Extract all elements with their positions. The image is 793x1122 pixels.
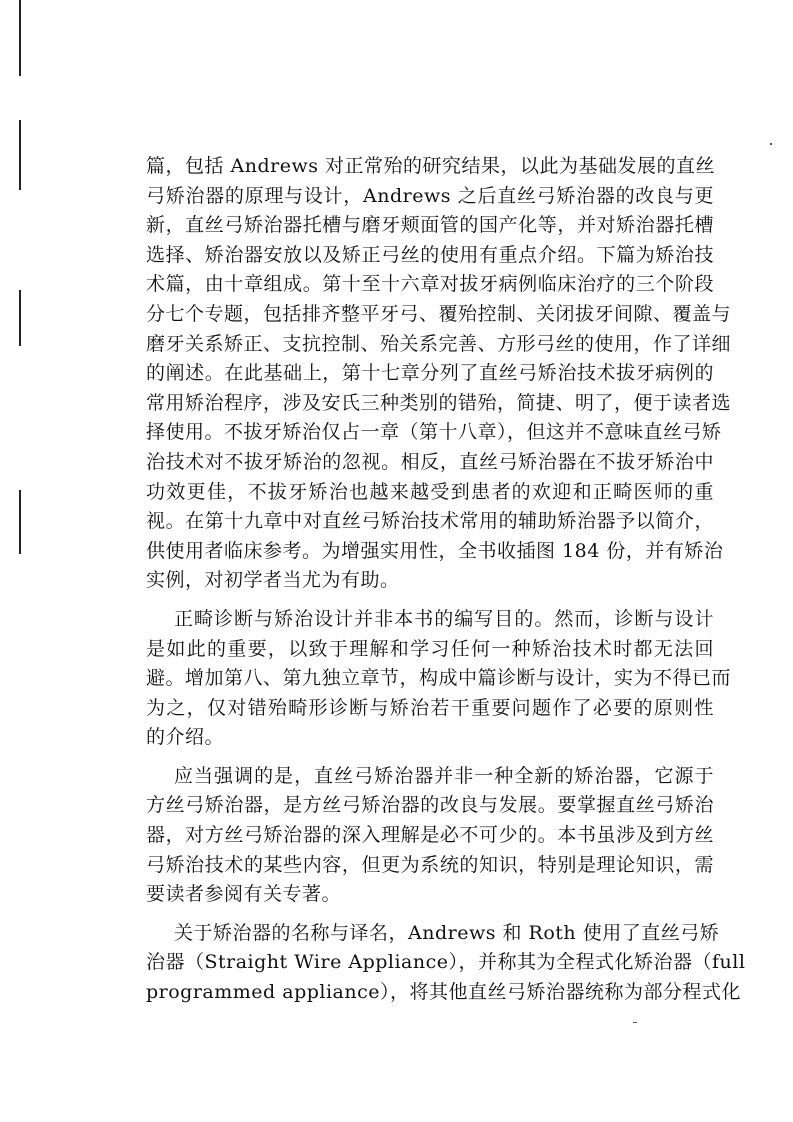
- text-line: 为之，仅对错殆畸形诊断与矫治若干重要问题作了必要的原则性: [146, 696, 714, 719]
- paragraph: [146, 919, 746, 1008]
- text-line: 功效更佳，不拔牙矫治也越来越受到患者的欢迎和正畸医师的重: [146, 480, 714, 503]
- text-line: 弓矫治器的原理与设计，Andrews 之后直丝弓矫治器的改良与更: [146, 184, 714, 207]
- text-line: 篇，包括 Andrews 对正常殆的研究结果，以此为基础发展的直丝: [146, 155, 716, 177]
- text-line: 的介绍。: [146, 726, 225, 749]
- text-line: 新，直丝弓矫治器托槽与磨牙颊面管的国产化等，并对矫治器托槽: [146, 214, 714, 237]
- text-line: 避。增加第八、第九独立章节，构成中篇诊断与设计，实为不得已而: [146, 667, 732, 690]
- text-line: 术篇，由十章组成。第十至十六章对拔牙病例临床治疗的三个阶段: [146, 273, 714, 296]
- scan-edge-mark: [19, 0, 21, 76]
- text-line: 应当强调的是，直丝弓矫治器并非一种全新的矫治器，它源于: [174, 764, 714, 787]
- scan-speck: [633, 1022, 637, 1023]
- text-line: 分七个专题，包括排齐整平牙弓、覆殆控制、关闭拔牙间隙、覆盖与: [146, 302, 732, 325]
- text-line: 要读者参阅有关专著。: [146, 883, 342, 906]
- document-body: [146, 152, 746, 1008]
- scan-speck: [770, 143, 772, 145]
- paragraph: [146, 152, 732, 596]
- text-line: 治器（Straight Wire Appliance），并称其为全程式化矫治器（full: [146, 951, 746, 974]
- scan-edge-mark: [19, 120, 21, 190]
- text-line: 供使用者临床参考。为增强实用性，全书收插图 184 份，并有矫治: [146, 539, 724, 562]
- text-line: 正畸诊断与矫治设计并非本书的编写目的。然而，诊断与设计: [174, 607, 714, 630]
- scan-edge-mark: [19, 290, 21, 346]
- text-line: programmed appliance），将其他直丝弓矫治器统称为部分程式化: [146, 981, 741, 1004]
- text-line: 关于矫治器的名称与译名，Andrews 和 Roth 使用了直丝弓矫: [174, 921, 720, 944]
- text-line: 是如此的重要，以致于理解和学习任何一种矫治技术时都无法回: [146, 637, 714, 660]
- text-line: 实例，对初学者当尤为有助。: [146, 569, 400, 592]
- paragraph: [146, 605, 732, 753]
- text-line: 视。在第十九章中对直丝弓矫治技术常用的辅助矫治器予以简介，: [146, 510, 714, 533]
- scan-edge-mark: [19, 490, 21, 554]
- text-line: 选择、矫治器安放以及矫正弓丝的使用有重点介绍。下篇为矫治技: [146, 243, 714, 266]
- text-line: 方丝弓矫治器，是方丝弓矫治器的改良与发展。要掌握直丝弓矫治: [146, 794, 714, 817]
- text-line: 治技术对不拔牙矫治的忽视。相反，直丝弓矫治器在不拔牙矫治中: [146, 450, 714, 473]
- paragraph: [146, 762, 714, 910]
- text-line: 常用矫治程序，涉及安氏三种类别的错殆，简捷、明了，便于读者选: [146, 391, 732, 414]
- text-line: 弓矫治技术的某些内容，但更为系统的知识，特别是理论知识，需: [146, 853, 714, 876]
- text-line: 器，对方丝弓矫治器的深入理解是必不可少的。本书虽涉及到方丝: [146, 824, 714, 847]
- text-line: 磨牙关系矫正、支抗控制、殆关系完善、方形弓丝的使用，作了详细: [146, 332, 732, 355]
- text-line: 的阐述。在此基础上，第十七章分列了直丝弓矫治技术拔牙病例的: [146, 362, 714, 385]
- text-line: 择使用。不拔牙矫治仅占一章（第十八章），但这并不意味直丝弓矫: [146, 421, 722, 444]
